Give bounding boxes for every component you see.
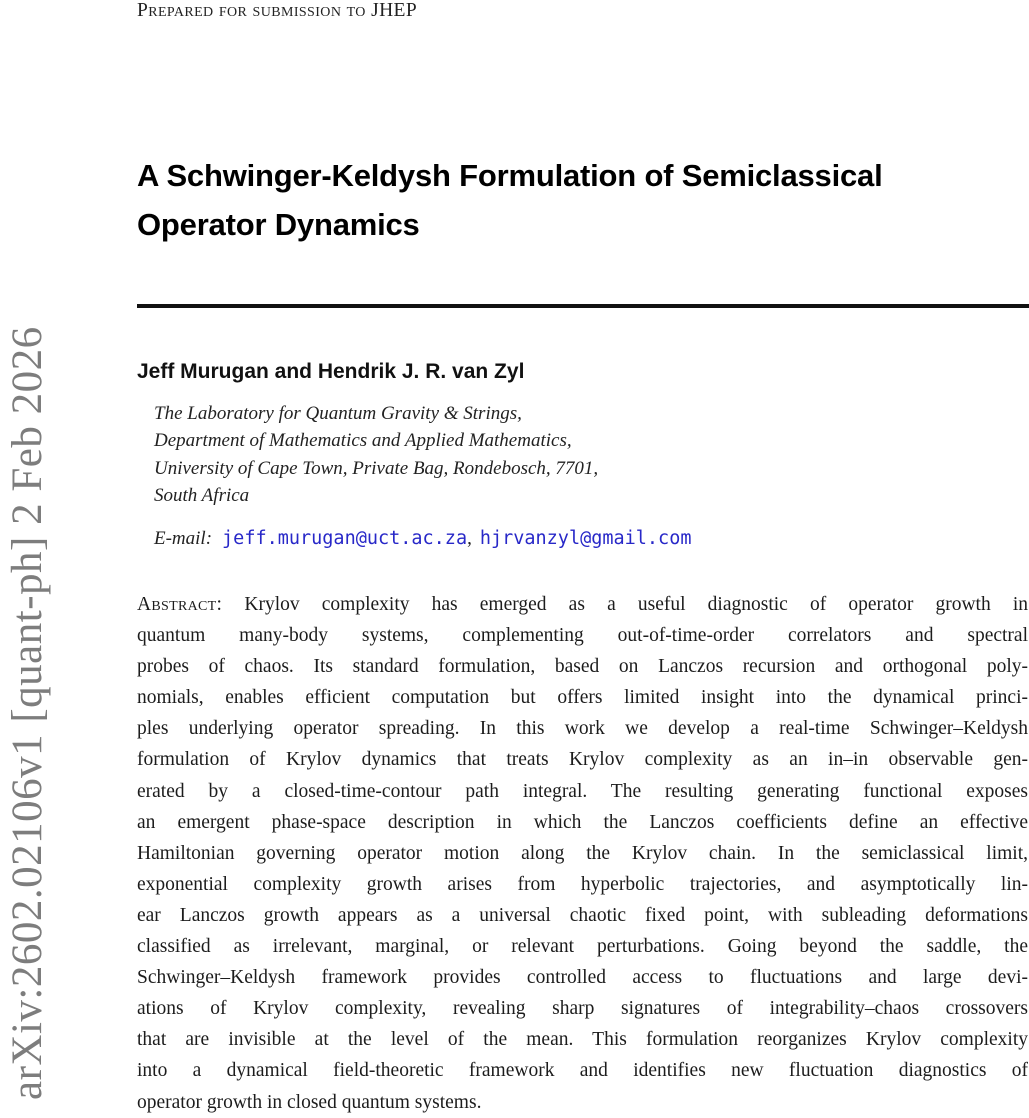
- affiliation-line: South Africa: [154, 485, 250, 507]
- abstract-line: ear Lanczos growth appears as a universal chaotic fixed point, with subleading deformations: [137, 904, 1028, 926]
- email-label: E-mail:: [154, 528, 213, 549]
- abstract-line: Hamiltonian governing operator motion along the Krylov chain. In the semiclassical limit,: [137, 842, 1028, 864]
- abstract-line: into a dynamical field-theoretic framework and identifies new fluctuation diagnostics of: [137, 1060, 1028, 1082]
- abstract-label: Abstract:: [137, 594, 223, 615]
- abstract-line: probes of chaos. Its standard formulation, based on Lanczos recursion and orthogonal poly-: [137, 656, 1028, 678]
- abstract-line: [137, 589, 1028, 620]
- title-rule: [137, 304, 1029, 308]
- email-link-1[interactable]: jeff.murugan@uct.ac.za: [222, 528, 468, 549]
- abstract-line: that are invisible at the level of the mean. This formulation reorganizes Krylov complexity: [137, 1029, 1028, 1051]
- affiliation-block: [154, 400, 598, 510]
- affiliation-line: University of Cape Town, Private Bag, Rondebosch, 7701,: [154, 457, 599, 479]
- paper-title-line1: A Schwinger-Keldysh Formulation of Semiclassical: [137, 158, 883, 193]
- paper-title-line2: Operator Dynamics: [137, 207, 420, 242]
- abstract-line: classified as irrelevant, marginal, or relevant perturbations. Going beyond the saddle, the: [137, 936, 1028, 958]
- email-line: [154, 528, 691, 550]
- abstract-line: an emergent phase-space description in which the Lanczos coefficients define an effective: [137, 811, 1028, 833]
- abstract-body: [137, 620, 1028, 1118]
- email-link-2[interactable]: hjrvanzyl@gmail.com: [479, 528, 692, 549]
- abstract-line: erated by a closed-time-contour path integral. The resulting generating functional exposes: [137, 780, 1028, 802]
- arxiv-watermark: arXiv:2602.02106v1 [quant-ph] 2 Feb 2026: [4, 326, 51, 1100]
- affiliation-line: Department of Mathematics and Applied Mathematics,: [154, 430, 572, 452]
- abstract-line: ples underlying operator spreading. In this work we develop a real-time Schwinger–Keldysh: [137, 718, 1028, 740]
- abstract-line: formulation of Krylov dynamics that treats Krylov complexity as an in–in observable gen-: [137, 749, 1028, 771]
- submission-note: Prepared for submission to JHEP: [137, 0, 418, 21]
- abstract-line: exponential complexity growth arises from hyperbolic trajectories, and asymptotically lin-: [137, 873, 1028, 895]
- abstract-line: Schwinger–Keldysh framework provides controlled access to fluctuations and large devi-: [137, 967, 1028, 989]
- abstract-line: quantum many-body systems, complementing out-of-time-order correlators and spectral: [137, 625, 1028, 647]
- abstract-first-line: Krylov complexity has emerged as a useful diagnostic of operator growth in: [244, 594, 1029, 615]
- abstract-line: nomials, enables efficient computation but offers limited insight into the dynamical princi-: [137, 687, 1028, 709]
- email-separator: ,: [467, 528, 472, 549]
- abstract-line: ations of Krylov complexity, revealing sharp signatures of integrability–chaos crossovers: [137, 998, 1028, 1020]
- abstract-line: operator growth in closed quantum systems.: [137, 1091, 482, 1113]
- paper-title: [137, 151, 883, 249]
- abstract: [137, 589, 1028, 1118]
- authors-line: Jeff Murugan and Hendrik J. R. van Zyl: [137, 360, 525, 383]
- affiliation-line: The Laboratory for Quantum Gravity & Strings,: [154, 403, 522, 424]
